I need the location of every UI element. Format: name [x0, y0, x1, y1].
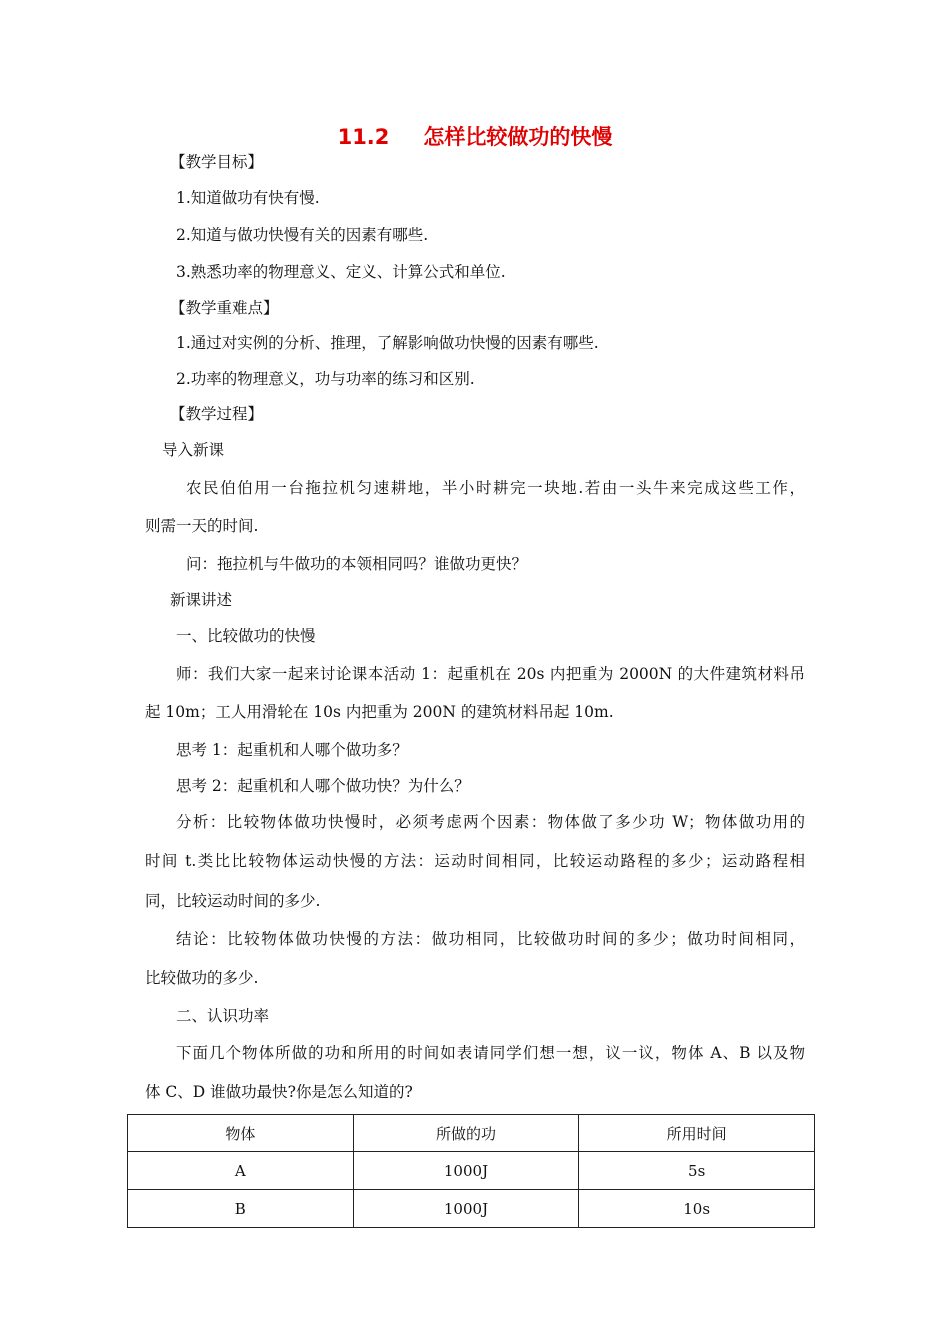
teacher-line-2: 起 10m；工人用滑轮在 10s 内把重为 200N 的建筑材料吊起 10m. — [145, 703, 614, 721]
title-number: 11.2 — [337, 125, 390, 149]
cell-work: 1000J — [353, 1152, 579, 1190]
keypoint-item-1: 1.通过对实例的分析、推理，了解影响做功快慢的因素有哪些. — [176, 334, 599, 352]
intro-paragraph-line-2: 则需一天的时间. — [145, 517, 259, 535]
table-header-row — [128, 1115, 815, 1152]
goal-item-1: 1.知道做功有快有慢. — [176, 189, 320, 207]
intro-paragraph-line-1: 农民伯伯用一台拖拉机匀速耕地，半小时耕完一块地.若由一头牛来完成这些工作， — [186, 479, 805, 497]
section-1-heading: 一、比较做功的快慢 — [176, 627, 316, 645]
analysis-line-3: 同，比较运动时间的多少. — [145, 892, 321, 910]
teacher-line-1: 师：我们大家一起来讨论课本活动 1：起重机在 20s 内把重为 2000N 的大件建筑材料吊 — [176, 665, 805, 683]
conclusion-line-1: 结论：比较物体做功快慢的方法：做功相同，比较做功时间的多少；做功时间相同， — [176, 930, 805, 948]
keypoint-item-2: 2.功率的物理意义，功与功率的练习和区别. — [176, 370, 475, 388]
table-row — [128, 1152, 815, 1190]
conclusion-line-2: 比较做功的多少. — [145, 969, 259, 987]
work-time-table — [127, 1114, 815, 1228]
goals-heading: 【教学目标】 — [170, 153, 264, 171]
table-row — [128, 1190, 815, 1228]
intro-question: 问：拖拉机与牛做功的本领相同吗？谁做功更快？ — [186, 555, 528, 573]
goal-item-2: 2.知道与做功快慢有关的因素有哪些. — [176, 226, 429, 244]
cell-object: B — [128, 1190, 354, 1228]
table-intro-line-2: 体 C、D 谁做功最快?你是怎么知道的? — [145, 1083, 413, 1101]
header-work: 所做的功 — [353, 1115, 579, 1152]
intro-heading: 导入新课 — [162, 441, 225, 459]
keypoints-heading: 【教学重难点】 — [170, 299, 279, 317]
cell-object: A — [128, 1152, 354, 1190]
title-text: 怎样比较做功的快慢 — [423, 125, 613, 149]
cell-time: 10s — [579, 1190, 815, 1228]
section-2-heading: 二、认识功率 — [176, 1007, 270, 1025]
header-object: 物体 — [128, 1115, 354, 1152]
goal-item-3: 3.熟悉功率的物理意义、定义、计算公式和单位. — [176, 263, 506, 281]
think-1: 思考 1：起重机和人哪个做功多？ — [176, 741, 408, 759]
new-lesson-heading: 新课讲述 — [170, 591, 233, 609]
think-2: 思考 2：起重机和人哪个做功快？为什么？ — [176, 777, 470, 795]
header-time: 所用时间 — [579, 1115, 815, 1152]
page-title — [0, 124, 950, 150]
cell-time: 5s — [579, 1152, 815, 1190]
cell-work: 1000J — [353, 1190, 579, 1228]
process-heading: 【教学过程】 — [170, 405, 264, 423]
table-intro-line-1: 下面几个物体所做的功和所用的时间如表请同学们想一想，议一议，物体 A、B 以及物 — [176, 1044, 805, 1062]
analysis-line-2: 时间 t.类比比较物体运动快慢的方法：运动时间相同，比较运动路程的多少；运动路程相 — [145, 852, 805, 870]
analysis-line-1: 分析：比较物体做功快慢时，必须考虑两个因素：物体做了多少功 W；物体做功用的 — [176, 813, 805, 831]
